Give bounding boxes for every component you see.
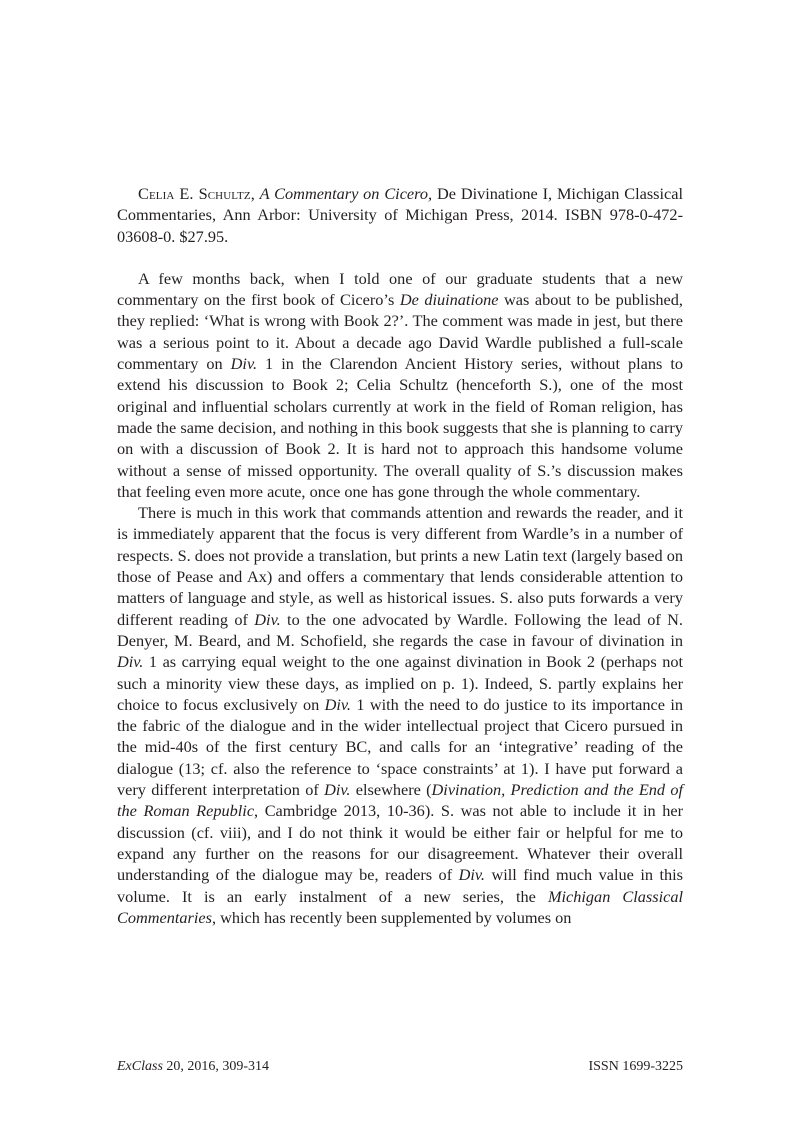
italic-run: Div.: [324, 780, 351, 800]
footer-journal-name: ExClass: [117, 1059, 163, 1074]
footer-issn: ISSN 1699-3225: [588, 1059, 683, 1074]
text-run: to the one advocated by Wardle. Following the lead of N. Denyer, M. Beard, and M. Schofield, she regards the case in favour of divination in: [117, 609, 683, 650]
citation-publication-details: De Divinatione I, Michigan Classical Commentaries, Ann Arbor: University of Michigan Press, 2014. ISBN 978-0-472-03608-0. $27.95.: [117, 184, 684, 246]
body-paragraph: [117, 268, 683, 502]
italic-run: Divination, Prediction and the End of the Roman Republic: [117, 780, 683, 821]
italic-run: Div.: [117, 652, 144, 672]
text-run: elsewhere (: [350, 780, 432, 800]
citation-title: A Commentary on Cicero,: [259, 184, 433, 203]
italic-run: Div.: [458, 865, 485, 885]
text-run: was about to be published, they replied: ‘What is wrong with Book 2?’. The comment was made in jest, but there was a serious point to it. About a decade ago David Wardle published a full-scale commentary on: [117, 290, 683, 374]
italic-run: Michigan Classical Commentaries: [117, 886, 683, 927]
text-run: 1 as carrying equal weight to the one against divination in Book 2 (perhaps not such a minority view these days, as implied on p. 1). Indeed, S. partly explains her choice to focus exclusively on: [117, 652, 683, 714]
text-run: , Cambridge 2013, 10-36). S. was not able to include it in her discussion (cf. viii), and I do not think it would be either fair or helpful for me to expand any further on the reasons for our disagreement. Whatever their overall understanding of the dialogue may be, readers of: [117, 801, 683, 885]
footer-issue-info: 20, 2016, 309-314: [162, 1059, 270, 1074]
book-citation: [117, 183, 683, 247]
italic-run: Div.: [324, 694, 351, 714]
italic-run: De diuinatione: [399, 290, 499, 310]
text-run: , which has recently been supplemented by volumes on: [211, 907, 572, 927]
page-content: [117, 183, 683, 928]
citation-separator: ,: [250, 184, 260, 203]
text-run: There is much in this work that commands attention and rewards the reader, and it is immediately apparent that the focus is very different from Wardle’s in a number of respects. S. does not provide a translation, but prints a new Latin text (largely based on those of Pease and Ax) and offers a commentary that lends considerable attention to matters of language and style, as well as historical issues. S. also puts forwards a very different reading of: [117, 503, 683, 629]
italic-run: Div.: [254, 609, 281, 629]
text-run: 1 in the Clarendon Ancient History series, without plans to extend his discussion to Book 2; Celia Schultz (henceforth S.), one of the most original and influential scholars currently at work in the field of Roman religion, has made the same decision, and nothing in this book suggests that she is planning to carry on with a discussion of Book 2. It is hard not to approach this handsome volume without a sense of missed opportunity. The overall quality of S.’s discussion makes that feeling even more acute, once one has gone through the whole commentary.: [117, 354, 684, 501]
text-run: 1 with the need to do justice to its importance in the fabric of the dialogue and in the wider intellectual project that Cicero pursued in the mid-40s of the first century BC, and calls for an ‘integrative’ reading of the dialogue (13; cf. also the reference to ‘space constraints’ at 1). I have put forward a very different interpretation of: [117, 694, 683, 800]
italic-run: Div.: [230, 354, 258, 374]
page-footer: [117, 1059, 683, 1075]
text-run: A few months back, when I told one of our graduate students that a new commentary on the first book of Cicero’s: [117, 268, 683, 310]
footer-journal-reference: [117, 1059, 269, 1075]
citation-author: Celia E. Schultz: [138, 184, 251, 203]
text-run: will find much value in this volume. It is an early instalment of a new series, the: [117, 865, 683, 906]
body-paragraph: [117, 502, 683, 928]
